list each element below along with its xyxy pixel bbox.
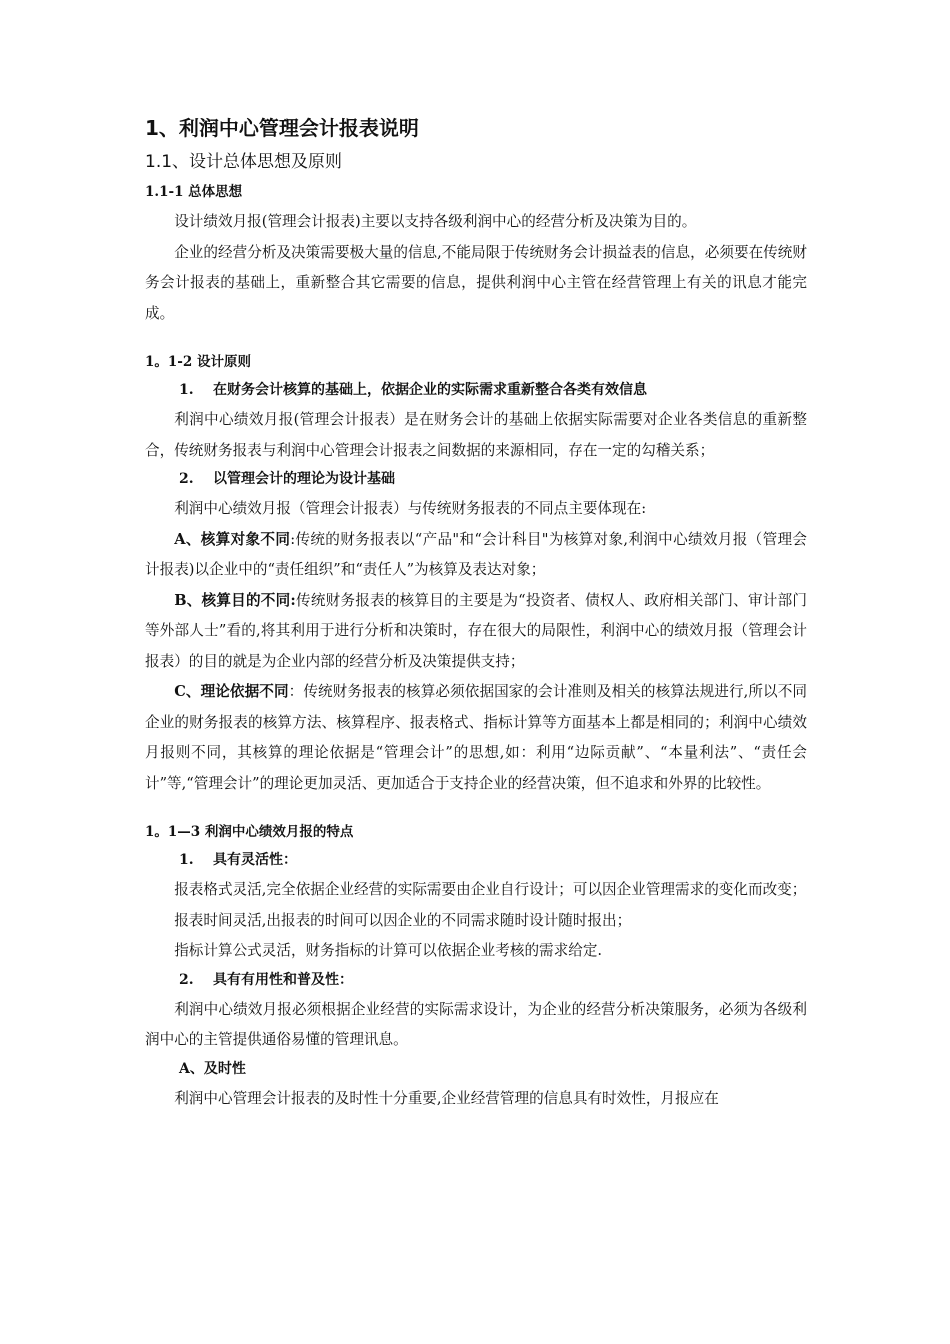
item-title: 以管理会计的理论为设计基础 (213, 471, 395, 487)
subsection-heading-1-1-2: 1。1-2 设计原则 (145, 354, 251, 370)
item-number: 1. (179, 852, 194, 868)
numbered-heading (145, 967, 807, 993)
document-page (145, 113, 807, 1114)
paragraph: 利润中心绩效月报必须根据企业经营的实际需求设计，为企业的经营分析决策服务，必须为各级利润中心的主管提供通俗易懂的管理讯息。 (145, 1000, 807, 1048)
paragraph-text: :传统的财务报表以“产品"和“会计科目"为核算对象,利润中心绩效月报（管理会计报表)以企业中的“责任组织”和“责任人”为核算及表达对象； (145, 530, 807, 578)
paragraph-a (145, 525, 807, 586)
lead-label: B、核算目的不同: (174, 591, 296, 609)
lead-label: A、核算对象不同 (174, 530, 291, 548)
item-number: 1. (179, 382, 194, 398)
paragraph: 利润中心绩效月报（管理会计报表）与传统财务报表的不同点主要体现在: (174, 500, 647, 517)
paragraph: 企业的经营分析及决策需要极大量的信息,不能局限于传统财务会计损益表的信息，必须要在传统财务会计报表的基础上，重新整合其它需要的信息，提供利润中心主管在经营管理上有关的讯息才能完成。 (145, 243, 807, 322)
item-title: 在财务会计核算的基础上，依据企业的实际需求重新整合各类有效信息 (213, 382, 647, 398)
paragraph: 指标计算公式灵活，财务指标的计算可以依据企业考核的需求给定. (174, 942, 603, 959)
paragraph: 报表时间灵活,出报表的时间可以因企业的不同需求随时设计随时报出； (174, 911, 632, 929)
numbered-heading (145, 377, 807, 403)
paragraph: 设计绩效月报(管理会计报表)主要以支持各级利润中心的经营分析及决策为目的。 (174, 213, 697, 230)
item-title: 具有有用性和普及性： (213, 971, 353, 988)
subsection-heading-1-1-3: 1。1—3 利润中心绩效月报的特点 (145, 824, 354, 840)
paragraph: 利润中心绩效月报(管理会计报表）是在财务会计的基础上依据实际需要对企业各类信息的重新整合，传统财务报表与利润中心管理会计报表之间数据的来源相同，存在一定的勾稽关系； (145, 411, 807, 459)
numbered-heading (145, 847, 807, 873)
item-number: 2. (179, 471, 194, 487)
paragraph-text: 传统财务报表的核算目的主要是为“投资者、债权人、政府相关部门、审计部门等外部人士”看的,将其利用于进行分析和决策时，存在很大的局限性，利润中心的绩效月报（管理会计报表）的目的就是为企业内部的经营分析及决策提供支持； (145, 591, 807, 670)
item-title: 具有灵活性： (213, 852, 297, 868)
subitem-heading: A、及时性 (179, 1060, 246, 1077)
paragraph: 报表格式灵活,完全依据企业经营的实际需要由企业自行设计；可以因企业管理需求的变化而改变； (174, 881, 807, 898)
lead-label: C、理论依据不同 (174, 683, 289, 700)
paragraph: 利润中心管理会计报表的及时性十分重要,企业经营管理的信息具有时效性，月报应在 (174, 1089, 719, 1107)
paragraph-text: ：传统财务报表的核算必须依据国家的会计准则及相关的核算法规进行,所以不同企业的财务报表的核算方法、核算程序、报表格式、指标计算等方面基本上都是相同的；利润中心绩效月报则不同，其核算的理论依据是“管理会计”的思想,如：利用“边际贡献”、“本量利法”、“责任会计”等,“管理会计”的理论更加灵活、更加适合于支持企业的经营决策，但不追求和外界的比较性。 (145, 683, 807, 792)
paragraph-b (145, 586, 807, 678)
item-number: 2. (179, 971, 194, 988)
paragraph-c (145, 677, 807, 799)
subsection-heading-1-1-1: 1.1-1 总体思想 (145, 184, 243, 200)
section-heading-1-1: 1.1、设计总体思想及原则 (145, 152, 343, 172)
numbered-heading (145, 466, 807, 492)
document-title: 1、利润中心管理会计报表说明 (145, 116, 419, 140)
